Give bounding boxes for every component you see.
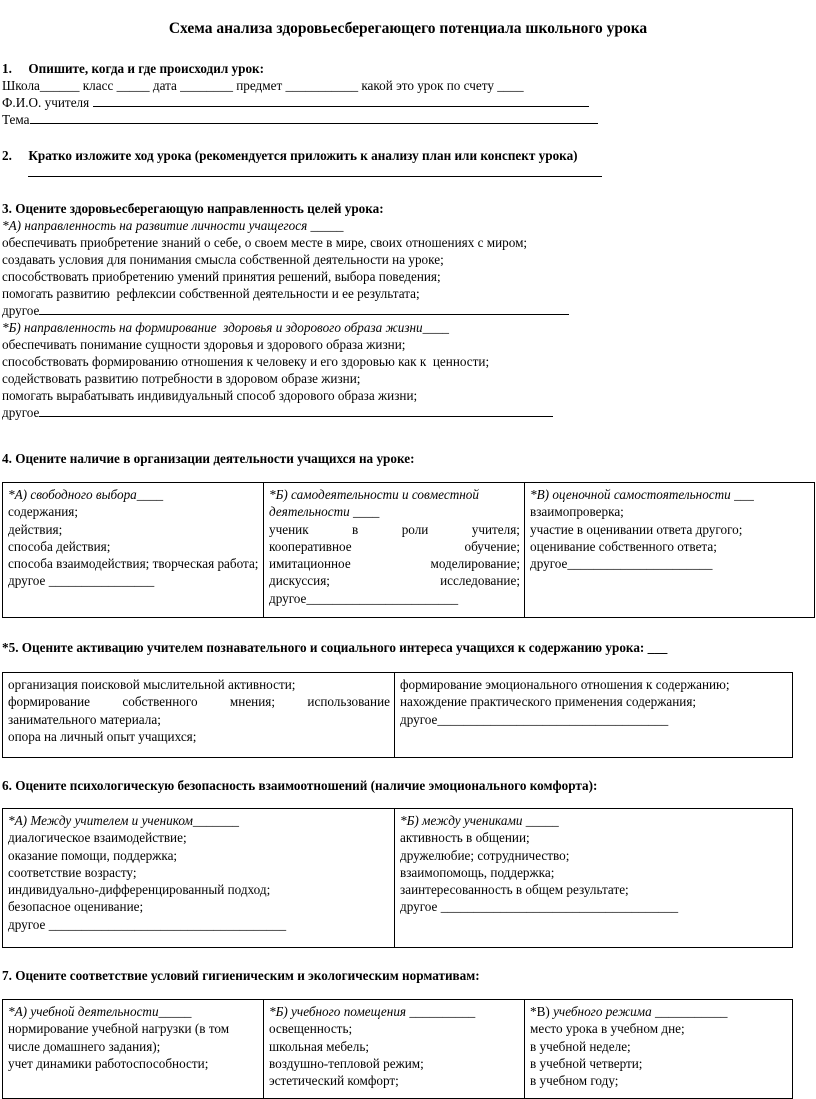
s4-col1: *А) свободного выбора____ содержания; действия; способа действия; способа взаимодействия; творческая работа; другое ________________ <box>3 483 264 618</box>
section2-blank-line <box>2 164 602 181</box>
s4-table <box>2 482 815 618</box>
topic-line <box>2 111 598 128</box>
s4-col2: *Б) самодеятельности и совместной деятельности ____ ученик в роли учителя; кооперативное обучение; имитационное моделирование; дискуссия; исследование; другое_______________________ <box>264 483 525 618</box>
s3-a-item: способствовать приобретению умений принятия решений, выбора поведения; <box>2 269 441 284</box>
section3-heading: 3. Оцените здоровьесберегающую направленность целей урока: <box>2 201 384 216</box>
section2-heading: 2. Кратко изложите ход урока (рекомендуется приложить к анализу план или конспект урока) <box>2 148 578 163</box>
s6-table <box>2 808 793 948</box>
s7-col3: *В) учебного режима ___________ место урока в учебном дне; в учебной неделе; в учебной четверти; в учебном году; <box>525 1000 793 1099</box>
s3-a-item: создавать условия для понимания смысла собственной деятельности на уроке; <box>2 252 444 267</box>
document-title: Схема анализа здоровьесберегающего потенциала школьного урока <box>168 20 648 37</box>
s7-col1: *А) учебной деятельности_____ нормирование учебной нагрузки (в том числе домашнего задания); учет динамики работоспособности; <box>3 1000 264 1099</box>
s6-right-title: *Б) между учениками _____ <box>400 813 559 828</box>
s7-col1-title: *А) учебной деятельности_____ <box>8 1004 192 1019</box>
topic-label: Тема <box>2 112 30 127</box>
s4-col3-title: *В) оценочной самостоятельности ___ <box>530 487 754 502</box>
section7-heading: 7. Оцените соответствие условий гигиеническим и экологическим нормативам: <box>2 968 480 983</box>
teacher-blank <box>93 94 589 107</box>
s5-left: организация поисковой мыслительной активности; формирование собственного мнения; использование занимательного материала; опора на личный опыт учащихся; <box>3 673 395 758</box>
section6-heading: 6. Оцените психологическую безопасность взаимоотношений (наличие эмоционального комфорта): <box>2 778 598 793</box>
section5-heading: *5. Оцените активацию учителем познавательного и социального интереса учащихся к содержанию урока: ___ <box>2 640 668 655</box>
s3-b-item: помогать вырабатывать индивидуальный способ здорового образа жизни; <box>2 388 418 403</box>
section4-heading: 4. Оцените наличие в организации деятельности учащихся на уроке: <box>2 451 415 466</box>
s3-a-item: помогать развитию рефлексии собственной деятельности и ее результата; <box>2 286 420 301</box>
s6-right: *Б) между учениками _____ активность в общении; дружелюбие; сотрудничество; взаимопомощь, поддержка; заинтересованность в общем результате; другое ____________________________________ <box>395 809 793 948</box>
s7-col2-title: *Б) учебного помещения __________ <box>269 1004 476 1019</box>
s4-col3: *В) оценочной самостоятельности ___ взаимопроверка; участие в оценивании ответа другого; оценивание собственного ответа; другое______________________ <box>525 483 815 618</box>
school-line: Школа______ класс _____ дата ________ предмет ___________ какой это урок по счету ____ <box>2 78 524 93</box>
s6-left-title: *А) Между учителем и учеником_______ <box>8 813 240 828</box>
s7-col2: *Б) учебного помещения __________ освещенность; школьная мебель; воздушно-тепловой режим; эстетический комфорт; <box>264 1000 525 1099</box>
s4-col2-title: *Б) самодеятельности и совместной деятельности ____ <box>269 487 479 520</box>
s3-a-other: другое <box>2 302 569 319</box>
s3-a-item: обеспечивать приобретение знаний о себе, о своем месте в мире, своих отношениях с миром; <box>2 235 528 250</box>
s3-b-item: содействовать развитию потребности в здоровом образе жизни; <box>2 371 361 386</box>
s6-left: *А) Между учителем и учеником_______ диалогическое взаимодействие; оказание помощи, поддержка; соответствие возрасту; индивидуально-дифференцированный подход; безопасное оценивание; другое ____________________________________ <box>3 809 395 948</box>
teacher-label: Ф.И.О. учителя <box>2 95 90 110</box>
s3-b-item: способствовать формированию отношения к человеку и его здоровью как к ценности; <box>2 354 490 369</box>
s7-col3-title: *В) учебного режима ___________ <box>530 1004 728 1019</box>
s4-col1-title: *А) свободного выбора____ <box>8 487 164 502</box>
s3-b-other: другое <box>2 404 553 421</box>
teacher-line <box>2 94 589 111</box>
s3-b-title: *Б) направленность на формирование здоровья и здорового образа жизни____ <box>2 320 450 335</box>
s5-right: формирование эмоционального отношения к содержанию; нахождение практического применения содержания; другое___________________________________ <box>395 673 793 758</box>
s3-b-item: обеспечивать понимание сущности здоровья и здорового образа жизни; <box>2 337 406 352</box>
section1-heading: 1. Опишите, когда и где происходил урок: <box>2 61 265 76</box>
s7-table <box>2 999 793 1099</box>
topic-blank <box>30 111 598 124</box>
s5-table <box>2 672 793 758</box>
s3-a-title: *А) направленность на развитие личности учащегося _____ <box>2 218 344 233</box>
